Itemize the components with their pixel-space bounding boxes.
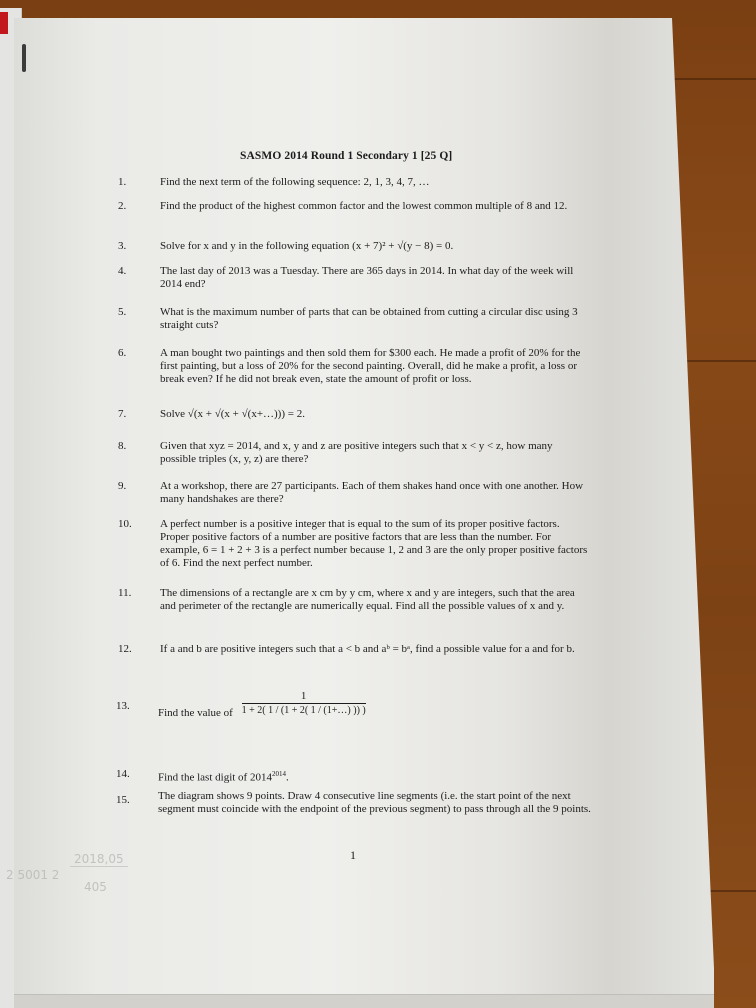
fraction-denominator: 1 + 2( 1 / (1 + 2( 1 / (1+…) )) ) [241, 705, 366, 716]
pencil-mark: 2 5001 2 [6, 868, 60, 882]
question-text: Solve √(x + √(x + √(x+…))) = 2. [160, 408, 305, 420]
question-number: 4. [118, 265, 127, 277]
question-text: A perfect number is a positive integer that is equal to the sum of its proper positive factors. Proper positive factors of a number are positive factors that are less than the number. For example, 6 = 1 + 2 + 3 is a perfect number because 1, 2 and 3 are the only proper positive factors of 6. Find the next perfect number. [160, 518, 588, 569]
staple-icon [22, 44, 26, 72]
question-14 [116, 768, 586, 785]
question-number: 7. [118, 408, 127, 420]
question-number: 10. [118, 518, 132, 530]
question-13-body [158, 690, 586, 720]
question-text: Given that xyz = 2014, and x, y and z are positive integers such that x < y < z, how many possible triples (x, y, z) are there? [160, 440, 553, 465]
question-13 [116, 690, 586, 720]
question-number: 2. [118, 200, 127, 212]
question-text: The last day of 2013 was a Tuesday. There are 365 days in 2014. In what day of the week will 2014 end? [160, 265, 574, 290]
question-10 [118, 518, 588, 570]
question-text: Find the last digit of 2014 [158, 771, 272, 784]
question-3 [118, 240, 588, 253]
question-text: The diagram shows 9 points. Draw 4 consecutive line segments (i.e. the start point of the next segment must coincide with the endpoint of the previous segment) to pass through all the 9 points. [158, 790, 591, 815]
question-text: Solve for x and y in the following equation (x + 7)² + √(y − 8) = 0. [160, 240, 454, 252]
page-title: SASMO 2014 Round 1 Secondary 1 [25 Q] [240, 150, 453, 162]
question-number: 12. [118, 643, 132, 655]
question-14-body: Find the last digit of $2014^{2014}$. [158, 770, 289, 784]
question-number: 6. [118, 347, 127, 359]
question-text: A man bought two paintings and then sold them for $300 each. He made a profit of 20% for the first painting, but a loss of 20% for the second painting. Overall, did he make a profit, a loss or break even? If he did not break even, state the amount of profit or loss. [160, 347, 581, 385]
question-number: 13. [116, 700, 130, 712]
question-11 [118, 587, 588, 613]
question-text: At a workshop, there are 27 participants. Each of them shakes hand once with one another. How many handshakes are there? [160, 480, 584, 505]
question-number: 5. [118, 306, 127, 318]
question-number: 1. [118, 176, 127, 188]
question-9 [118, 480, 588, 506]
question-text: What is the maximum number of parts that can be obtained from cutting a circular disc using 3 straight cuts? [160, 306, 578, 331]
question-5 [118, 306, 588, 332]
question-text: If a and b are positive integers such that a < b and aᵇ = bᵃ, find a possible value for a and for b. [160, 643, 575, 655]
question-12 [118, 643, 588, 656]
question-15 [116, 790, 592, 816]
paper-stack-edge [14, 994, 714, 1008]
question-number: 3. [118, 240, 127, 252]
question-7 [118, 408, 588, 421]
question-text: Find the product of the highest common factor and the lowest common multiple of 8 and 12. [160, 200, 568, 212]
page-number: 1 [350, 848, 356, 862]
continued-fraction [242, 690, 366, 717]
question-number: 9. [118, 480, 127, 492]
exponent: 2014 [271, 770, 286, 778]
pencil-mark: 2018,05 [70, 852, 128, 867]
question-text: The dimensions of a rectangle are x cm by y cm, where x and y are integers, such that the area and perimeter of the rectangle are numerically equal. Find all the possible values of x and y. [160, 587, 575, 612]
question-number: 8. [118, 440, 127, 452]
question-text: Find the next term of the following sequence: 2, 1, 3, 4, 7, … [160, 176, 430, 188]
fraction-numerator: 1 [242, 690, 366, 704]
question-number: 14. [116, 768, 130, 780]
question-8 [118, 440, 588, 466]
question-6 [118, 347, 588, 386]
question-1 [118, 176, 588, 189]
pencil-mark: 405 [84, 880, 107, 894]
question-number: 15. [116, 794, 130, 806]
question-text: Find the value of [158, 707, 233, 720]
question-2 [118, 200, 588, 213]
red-tab [0, 12, 8, 34]
question-number: 11. [118, 587, 132, 599]
question-4 [118, 265, 588, 291]
